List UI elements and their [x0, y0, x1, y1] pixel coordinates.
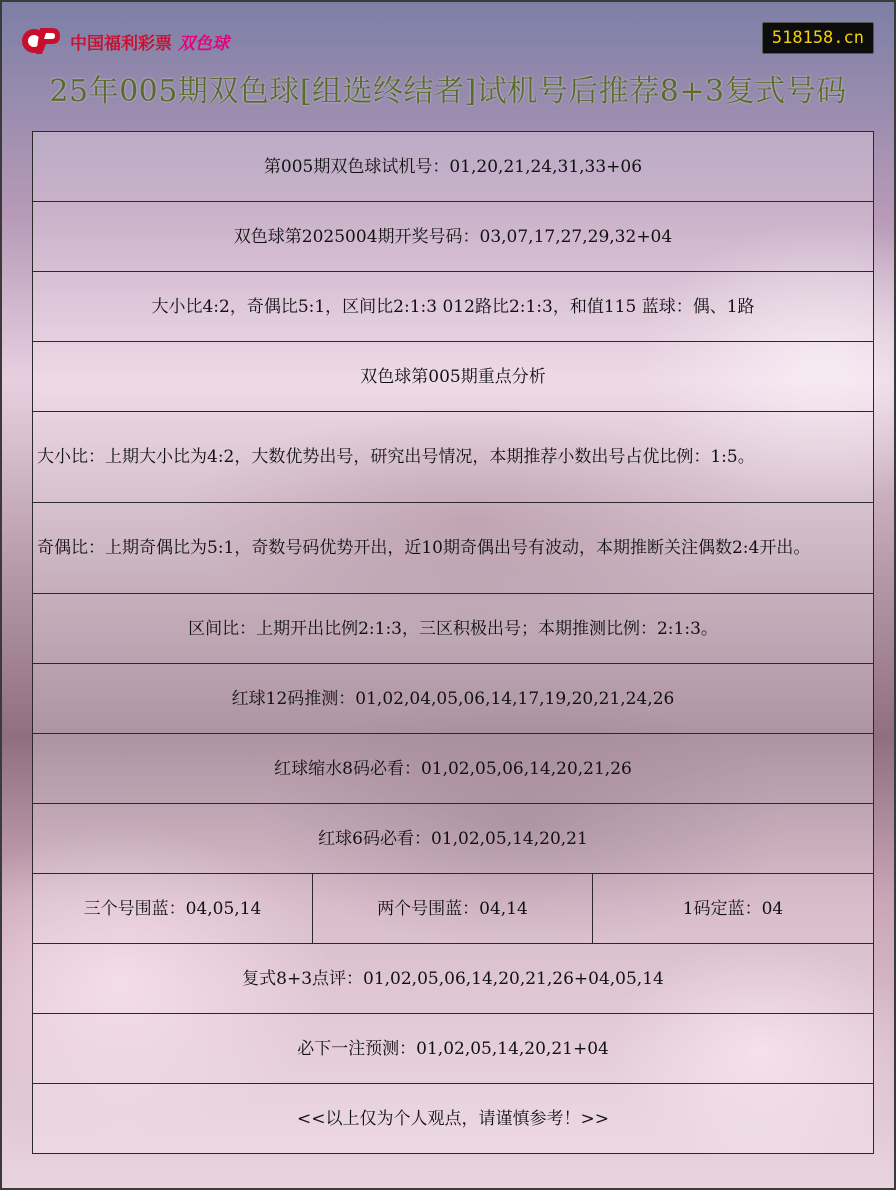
table-row	[33, 1084, 874, 1154]
table-row	[33, 734, 874, 804]
analysis-heading: 双色球第005期重点分析	[33, 342, 874, 412]
table-row	[33, 342, 874, 412]
blue-two-cell: 两个号围蓝：04,14	[313, 874, 593, 944]
table-row	[33, 202, 874, 272]
page-title: 25年005期双色球[组选终结者]试机号后推荐8+3复式号码	[49, 74, 847, 109]
odd-even-cell: 奇偶比：上期奇偶比为5:1，奇数号码优势开出，近10期奇偶出号有波动，本期推断关注偶数2:4开出。	[33, 503, 874, 594]
site-badge: 518158.cn	[762, 22, 874, 54]
logo-game-text: 双色球	[178, 33, 229, 54]
compound-cell: 复式8+3点评：01,02,05,06,14,20,21,26+04,05,14	[33, 944, 874, 1014]
table-row	[33, 594, 874, 664]
table-row	[33, 944, 874, 1014]
red12-cell: 红球12码推测：01,02,04,05,06,14,17,19,20,21,24,26	[33, 664, 874, 734]
test-number-cell: 第005期双色球试机号：01,20,21,24,31,33+06	[33, 132, 874, 202]
disclaimer-cell: <<以上仅为个人观点，请谨慎参考！>>	[33, 1084, 874, 1154]
logo-org-text: 中国福利彩票	[70, 33, 172, 54]
table-row	[33, 804, 874, 874]
cwl-logo-icon	[20, 24, 64, 58]
single-bet-cell: 必下一注预测：01,02,05,14,20,21+04	[33, 1014, 874, 1084]
table-row	[33, 874, 874, 944]
zone-ratio-cell: 区间比：上期开出比例2:1:3，三区积极出号；本期推测比例：2:1:3。	[33, 594, 874, 664]
red6-cell: 红球6码必看：01,02,05,14,20,21	[33, 804, 874, 874]
lottery-logo	[20, 24, 229, 58]
red8-cell: 红球缩水8码必看：01,02,05,06,14,20,21,26	[33, 734, 874, 804]
size-ratio-cell: 大小比：上期大小比为4:2，大数优势出号，研究出号情况，本期推荐小数出号占优比例：1:5。	[33, 412, 874, 503]
last-draw-cell: 双色球第2025004期开奖号码：03,07,17,27,29,32+04	[33, 202, 874, 272]
table-row	[33, 503, 874, 594]
prediction-table	[32, 131, 874, 1154]
stats-cell: 大小比4:2，奇偶比5:1，区间比2:1:3 012路比2:1:3，和值115 蓝球：偶、1路	[33, 272, 874, 342]
blue-three-cell: 三个号围蓝：04,05,14	[33, 874, 313, 944]
table-row	[33, 664, 874, 734]
blue-one-cell: 1码定蓝：04	[593, 874, 874, 944]
table-row	[33, 132, 874, 202]
table-row	[33, 272, 874, 342]
table-row	[33, 1014, 874, 1084]
table-row	[33, 412, 874, 503]
